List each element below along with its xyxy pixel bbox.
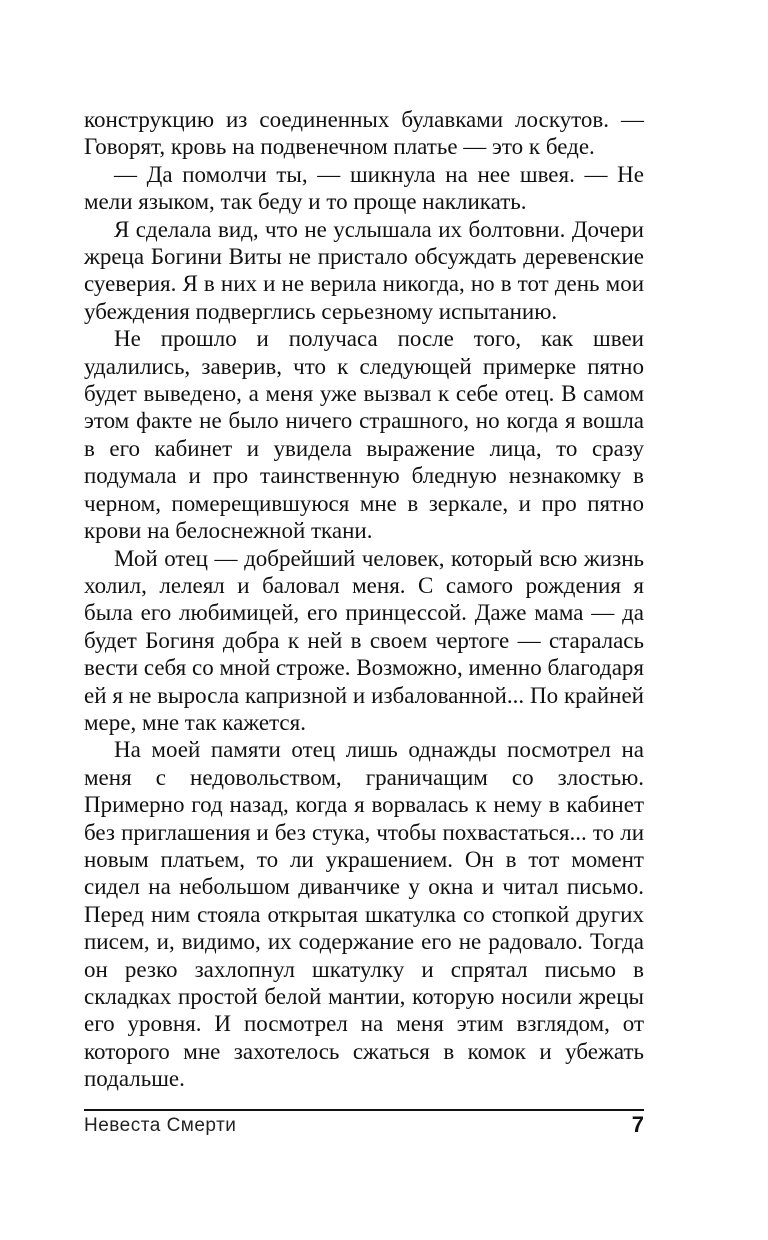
body-text [84,106,644,1093]
paragraph: На моей памяти отец лишь однажды посмотрел на меня с недовольством, граничащим со злостью. Примерно год назад, когда я ворвалась к нему в кабинет без приглашения и без стука, чтобы похвастаться... то ли новым платьем, то ли украшением. Он в тот момент сидел на небольшом диванчике у окна и читал письмо. Перед ним стояла открытая шкатулка со стопкой других писем, и, видимо, их содержание его не радовало. Тогда он резко захлопнул шкатулку и спрятал письмо в складках простой белой мантии, которую носили жрецы его уровня. И посмотрел на меня этим взглядом, от которого мне захотелось сжаться в комок и убежать подальше. [84,737,644,1092]
paragraph: Не прошло и получаса после того, как швеи удалились, заверив, что к следующей примерке пятно будет выведено, а меня уже вызвал к себе отец. В самом этом факте не было ничего страшного, но когда я вошла в его кабинет и увидела выражение лица, то сразу подумала и про таинственную бледную незнакомку в черном, померещившуюся мне в зеркале, и про пятно крови на белоснежной ткани. [84,326,644,544]
paragraph: — Да помолчи ты, — шикнула на нее швея. — Не мели языком, так беду и то проще накликать. [84,161,644,215]
footer-divider [84,1109,644,1111]
paragraph: Я сделала вид, что не услышала их болтовни. Дочери жреца Богини Виты не пристало обсуждать деревенские суеверия. Я в них и не верила никогда, но в тот день мои убеждения подверглись серьезному испытанию. [84,216,644,324]
page-number: 7 [631,1112,644,1137]
running-footer-title: Невеста Смерти [84,1115,237,1136]
paragraph: конструкцию из соединенных булавками лоскутов. — Говорят, кровь на подвенечном платье — это к беде. [84,107,644,160]
paragraph: Мой отец — добрейший человек, который всю жизнь холил, лелеял и баловал меня. С самого рождения я была его любимицей, его принцессой. Даже мама — да будет Богиня добра к ней в своем чертоге — старалась вести себя со мной строже. Возможно, именно благодаря ей я не выросла капризной и избалованной... По крайней мере, мне так кажется. [84,545,644,735]
